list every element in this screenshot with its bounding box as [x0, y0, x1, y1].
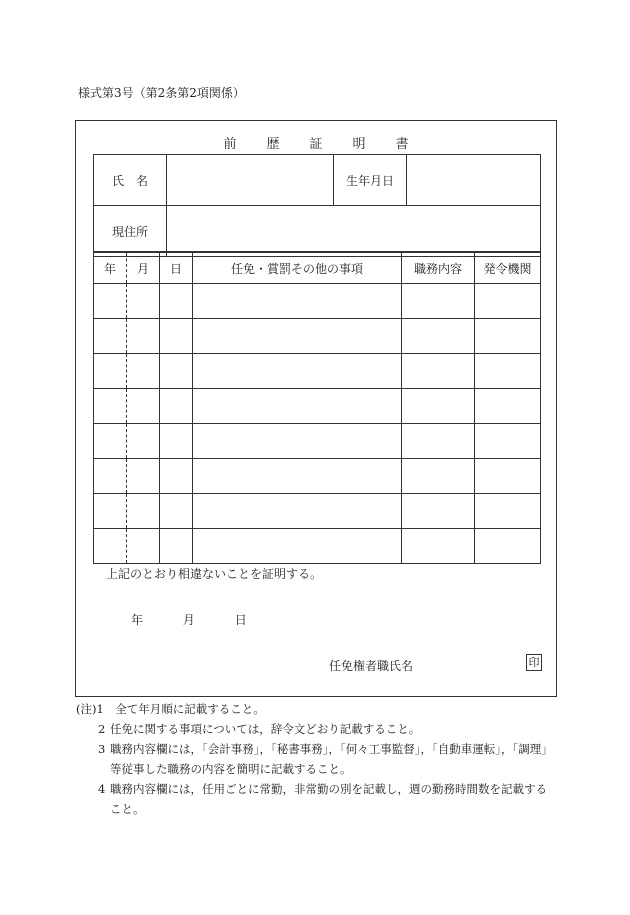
name-label: 氏 名	[94, 155, 167, 206]
document-title: 前歴証明書	[223, 137, 439, 152]
notes-prefix: (注)	[76, 702, 97, 716]
table-row	[94, 354, 541, 389]
day-cell[interactable]	[160, 494, 193, 529]
table-row	[94, 424, 541, 459]
day-cell[interactable]	[160, 424, 193, 459]
month-cell[interactable]	[127, 494, 160, 529]
year-cell[interactable]	[94, 284, 127, 319]
year-cell[interactable]	[94, 459, 127, 494]
day-cell[interactable]	[160, 319, 193, 354]
month-cell[interactable]	[127, 459, 160, 494]
duties-cell[interactable]	[402, 319, 475, 354]
events-cell[interactable]	[193, 319, 402, 354]
events-cell[interactable]	[193, 424, 402, 459]
date-day-label: 日	[234, 613, 247, 627]
duties-cell[interactable]	[402, 494, 475, 529]
certification-date	[131, 611, 283, 628]
day-cell[interactable]	[160, 389, 193, 424]
birthdate-label: 生年月日	[334, 155, 407, 206]
table-row	[94, 459, 541, 494]
note-text: 全て年月順に記載すること。	[115, 702, 265, 716]
events-cell[interactable]	[193, 529, 402, 564]
note-item	[76, 699, 556, 719]
note-text: 任免に関する事項については，辞令文どおり記載すること。	[110, 722, 421, 736]
certificate-frame	[75, 120, 557, 697]
day-cell[interactable]	[160, 529, 193, 564]
year-cell[interactable]	[94, 529, 127, 564]
header-issuer: 発令機関	[475, 252, 541, 284]
history-table	[93, 251, 541, 564]
table-row	[94, 284, 541, 319]
header-events: 任免・賞罰その他の事項	[193, 252, 402, 284]
duties-cell[interactable]	[402, 459, 475, 494]
seal-mark: 印	[526, 654, 542, 671]
day-cell[interactable]	[160, 459, 193, 494]
table-row	[94, 529, 541, 564]
day-cell[interactable]	[160, 284, 193, 319]
issuer-cell[interactable]	[475, 389, 541, 424]
table-row	[94, 319, 541, 354]
issuer-cell[interactable]	[475, 284, 541, 319]
month-cell[interactable]	[127, 319, 160, 354]
table-row	[94, 494, 541, 529]
signer-label: 任免権者職氏名	[329, 659, 414, 673]
header-duties: 職務内容	[402, 252, 475, 284]
note-number: 1	[96, 702, 104, 716]
note-text: 職務内容欄には，任用ごとに常勤，非常勤の別を記載し，週の勤務時間数を記載すること。	[110, 782, 547, 816]
note-item	[76, 779, 556, 819]
header-year: 年	[94, 252, 127, 284]
month-cell[interactable]	[127, 424, 160, 459]
notes	[76, 699, 556, 819]
events-cell[interactable]	[193, 354, 402, 389]
issuer-cell[interactable]	[475, 459, 541, 494]
history-header-row	[94, 252, 541, 284]
events-cell[interactable]	[193, 389, 402, 424]
address-label: 現住所	[94, 206, 167, 257]
note-number: 3	[98, 742, 106, 756]
date-year-label: 年	[131, 613, 144, 627]
header-month: 月	[127, 252, 160, 284]
year-cell[interactable]	[94, 494, 127, 529]
address-field[interactable]	[167, 206, 541, 257]
issuer-cell[interactable]	[475, 424, 541, 459]
certification-statement: 上記のとおり相違ないことを証明する。	[106, 567, 323, 581]
events-cell[interactable]	[193, 494, 402, 529]
year-cell[interactable]	[94, 424, 127, 459]
date-month-label: 月	[182, 613, 195, 627]
issuer-cell[interactable]	[475, 494, 541, 529]
table-row	[94, 389, 541, 424]
identity-table	[93, 154, 541, 257]
month-cell[interactable]	[127, 354, 160, 389]
duties-cell[interactable]	[402, 424, 475, 459]
events-cell[interactable]	[193, 284, 402, 319]
note-text: 職務内容欄には，「会計事務」，「秘書事務」，「何々工事監督」，「自動車運転」，「調理」等従事した職務の内容を簡明に記載すること。	[110, 742, 553, 776]
birthdate-field[interactable]	[407, 155, 541, 206]
year-cell[interactable]	[94, 354, 127, 389]
month-cell[interactable]	[127, 389, 160, 424]
duties-cell[interactable]	[402, 284, 475, 319]
duties-cell[interactable]	[402, 389, 475, 424]
note-number: 2	[98, 722, 106, 736]
note-item	[76, 719, 556, 739]
form-label: 様式第3号（第2条第2項関係）	[78, 86, 245, 100]
note-item	[76, 739, 556, 779]
note-number: 4	[98, 782, 106, 796]
duties-cell[interactable]	[402, 354, 475, 389]
events-cell[interactable]	[193, 459, 402, 494]
name-field[interactable]	[167, 155, 334, 206]
issuer-cell[interactable]	[475, 529, 541, 564]
duties-cell[interactable]	[402, 529, 475, 564]
year-cell[interactable]	[94, 389, 127, 424]
header-day: 日	[160, 252, 193, 284]
day-cell[interactable]	[160, 354, 193, 389]
month-cell[interactable]	[127, 284, 160, 319]
month-cell[interactable]	[127, 529, 160, 564]
issuer-cell[interactable]	[475, 319, 541, 354]
year-cell[interactable]	[94, 319, 127, 354]
issuer-cell[interactable]	[475, 354, 541, 389]
